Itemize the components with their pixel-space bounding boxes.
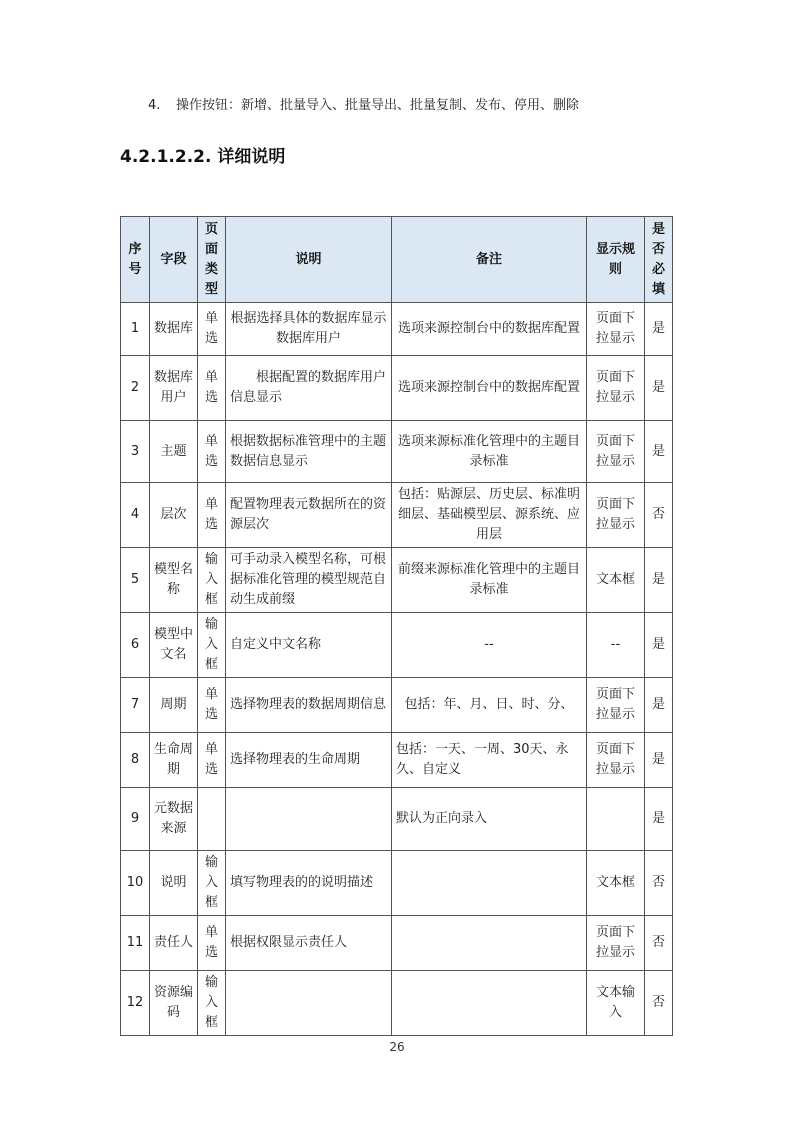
table-row bbox=[121, 356, 673, 421]
row-page-type: 单选 bbox=[198, 421, 226, 483]
row-field: 层次 bbox=[150, 483, 198, 548]
row-display-rule: 页面下拉显示 bbox=[587, 356, 645, 421]
row-index: 3 bbox=[121, 421, 150, 483]
row-field: 说明 bbox=[150, 851, 198, 916]
header-page-type: 页面类型 bbox=[198, 217, 226, 303]
row-page-type: 单选 bbox=[198, 356, 226, 421]
row-index: 1 bbox=[121, 303, 150, 356]
row-description: 根据选择具体的数据库显示数据库用户 bbox=[226, 303, 392, 356]
row-index: 11 bbox=[121, 916, 150, 971]
row-field: 资源编码 bbox=[150, 971, 198, 1036]
row-field: 周期 bbox=[150, 678, 198, 733]
row-description: 配置物理表元数据所在的资源层次 bbox=[226, 483, 392, 548]
row-display-rule bbox=[587, 788, 645, 851]
table-header-row bbox=[121, 217, 673, 303]
row-required: 是 bbox=[645, 678, 673, 733]
row-required: 否 bbox=[645, 851, 673, 916]
row-description bbox=[226, 971, 392, 1036]
row-display-rule: 文本框 bbox=[587, 548, 645, 613]
row-description: 根据数据标准管理中的主题数据信息显示 bbox=[226, 421, 392, 483]
row-page-type: 输入框 bbox=[198, 971, 226, 1036]
row-index: 12 bbox=[121, 971, 150, 1036]
row-remarks: 选项来源标准化管理中的主题目录标准 bbox=[392, 421, 587, 483]
row-field: 模型中文名 bbox=[150, 613, 198, 678]
header-display-rule: 显示规则 bbox=[587, 217, 645, 303]
row-required: 是 bbox=[645, 788, 673, 851]
row-page-type: 输入框 bbox=[198, 613, 226, 678]
header-index: 序号 bbox=[121, 217, 150, 303]
row-remarks bbox=[392, 851, 587, 916]
table-row bbox=[121, 421, 673, 483]
row-description: 选择物理表的数据周期信息 bbox=[226, 678, 392, 733]
row-description: 填写物理表的的说明描述 bbox=[226, 851, 392, 916]
row-remarks: -- bbox=[392, 613, 587, 678]
list-item-text: 操作按钮：新增、批量导入、批量导出、批量复制、发布、停用、删除 bbox=[176, 98, 580, 113]
row-display-rule: 页面下拉显示 bbox=[587, 733, 645, 788]
row-index: 7 bbox=[121, 678, 150, 733]
table-row bbox=[121, 678, 673, 733]
row-display-rule: 页面下拉显示 bbox=[587, 303, 645, 356]
page-number: 26 bbox=[389, 1040, 405, 1054]
table-row bbox=[121, 851, 673, 916]
table-row bbox=[121, 548, 673, 613]
row-index: 5 bbox=[121, 548, 150, 613]
row-remarks: 前缀来源标准化管理中的主题目录标准 bbox=[392, 548, 587, 613]
row-description: 自定义中文名称 bbox=[226, 613, 392, 678]
row-index: 10 bbox=[121, 851, 150, 916]
row-page-type: 单选 bbox=[198, 483, 226, 548]
row-required: 否 bbox=[645, 916, 673, 971]
row-display-rule: 页面下拉显示 bbox=[587, 678, 645, 733]
row-remarks: 包括：年、月、日、时、分、 bbox=[392, 678, 587, 733]
row-index: 9 bbox=[121, 788, 150, 851]
row-index: 6 bbox=[121, 613, 150, 678]
row-description bbox=[226, 788, 392, 851]
row-page-type: 单选 bbox=[198, 678, 226, 733]
row-remarks: 包括：一天、一周、30天、永久、自定义 bbox=[392, 733, 587, 788]
row-required: 是 bbox=[645, 356, 673, 421]
row-required: 是 bbox=[645, 548, 673, 613]
row-required: 是 bbox=[645, 613, 673, 678]
field-spec-table bbox=[120, 216, 673, 1036]
row-page-type: 单选 bbox=[198, 303, 226, 356]
row-index: 8 bbox=[121, 733, 150, 788]
row-field: 主题 bbox=[150, 421, 198, 483]
operation-buttons-list-item bbox=[148, 97, 579, 115]
row-field: 数据库 bbox=[150, 303, 198, 356]
row-description: 选择物理表的生命周期 bbox=[226, 733, 392, 788]
table-row bbox=[121, 303, 673, 356]
row-field: 责任人 bbox=[150, 916, 198, 971]
row-required: 否 bbox=[645, 971, 673, 1036]
row-display-rule: 页面下拉显示 bbox=[587, 916, 645, 971]
row-description: 根据权限显示责任人 bbox=[226, 916, 392, 971]
row-description: 可手动录入模型名称，可根据标准化管理的模型规范自动生成前缀 bbox=[226, 548, 392, 613]
row-remarks: 选项来源控制台中的数据库配置 bbox=[392, 303, 587, 356]
row-required: 是 bbox=[645, 733, 673, 788]
row-page-type: 输入框 bbox=[198, 851, 226, 916]
header-description: 说明 bbox=[226, 217, 392, 303]
header-required: 是否必填 bbox=[645, 217, 673, 303]
row-required: 是 bbox=[645, 421, 673, 483]
row-display-rule: 页面下拉显示 bbox=[587, 421, 645, 483]
row-required: 否 bbox=[645, 483, 673, 548]
row-required: 是 bbox=[645, 303, 673, 356]
row-page-type: 单选 bbox=[198, 916, 226, 971]
list-item-number: 4. bbox=[148, 98, 161, 113]
row-index: 4 bbox=[121, 483, 150, 548]
table-row bbox=[121, 613, 673, 678]
row-page-type: 单选 bbox=[198, 733, 226, 788]
table-row bbox=[121, 971, 673, 1036]
row-display-rule: 文本输入 bbox=[587, 971, 645, 1036]
row-display-rule: -- bbox=[587, 613, 645, 678]
row-description: 根据配置的数据库用户信息显示 bbox=[226, 356, 392, 421]
row-display-rule: 文本框 bbox=[587, 851, 645, 916]
table-row bbox=[121, 733, 673, 788]
row-remarks: 默认为正向录入 bbox=[392, 788, 587, 851]
header-remarks: 备注 bbox=[392, 217, 587, 303]
row-remarks bbox=[392, 916, 587, 971]
row-field: 元数据来源 bbox=[150, 788, 198, 851]
table-row bbox=[121, 788, 673, 851]
row-page-type: 输入框 bbox=[198, 548, 226, 613]
row-remarks bbox=[392, 971, 587, 1036]
header-field: 字段 bbox=[150, 217, 198, 303]
row-display-rule: 页面下拉显示 bbox=[587, 483, 645, 548]
row-remarks: 选项来源控制台中的数据库配置 bbox=[392, 356, 587, 421]
row-field: 生命周期 bbox=[150, 733, 198, 788]
row-remarks: 包括：贴源层、历史层、标准明细层、基础模型层、源系统、应用层 bbox=[392, 483, 587, 548]
row-field: 模型名称 bbox=[150, 548, 198, 613]
row-page-type bbox=[198, 788, 226, 851]
table-row bbox=[121, 483, 673, 548]
row-field: 数据库用户 bbox=[150, 356, 198, 421]
section-heading: 4.2.1.2.2. 详细说明 bbox=[120, 147, 286, 167]
table-row bbox=[121, 916, 673, 971]
row-index: 2 bbox=[121, 356, 150, 421]
